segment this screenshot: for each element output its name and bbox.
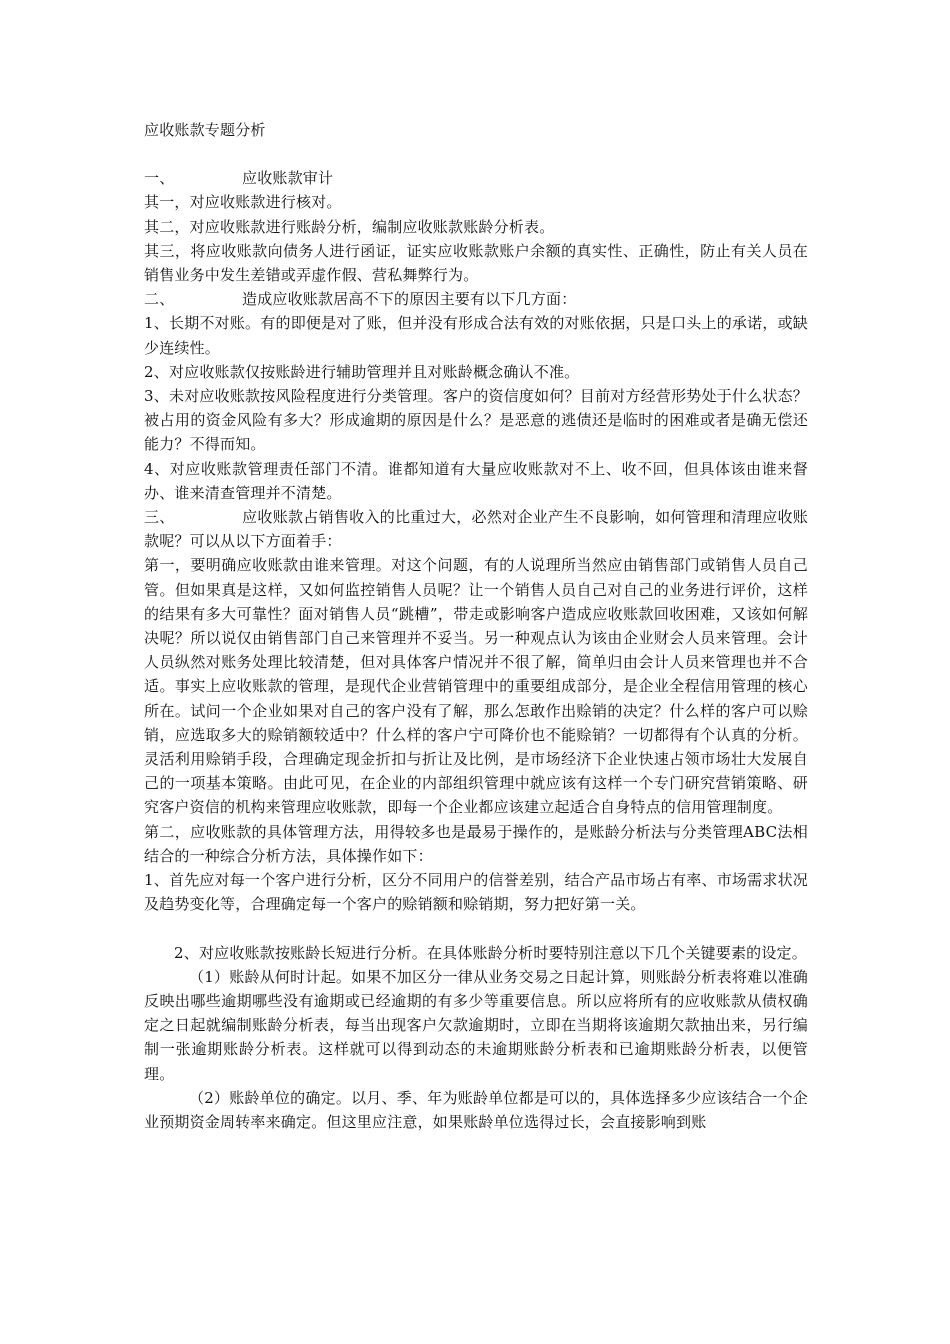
section-2-heading-text: 造成应收账款居高不下的原因主要有以下几方面： bbox=[242, 290, 577, 309]
section-2-item: 3、未对应收账款按风险程度进行分类管理。客户的资信度如何？目前对方经营形势处于什么状态？被占用的资金风险有多大？形成逾期的原因是什么？是恶意的逃债还是临时的困难或者是确无偿还能力？不得而知。 bbox=[144, 387, 808, 454]
section-3-heading-text: 应收账款占销售收入的比重过大，必然对企业产生不良影响，如何管理和清理应收账款呢？可以从以下方面着手： bbox=[144, 508, 808, 551]
section-3-paragraph: 第二，应收账款的具体管理方法，用得较多也是最易于操作的，是账龄分析法与分类管理ABC法相结合的一种综合分析方法，具体操作如下： bbox=[144, 822, 808, 865]
section-2-number: 二、 bbox=[144, 290, 175, 309]
section-2-item: 1、长期不对账。有的即便是对了账，但并没有形成合法有效的对账依据，只是口头上的承诺，或缺少连续性。 bbox=[144, 314, 808, 357]
section-3-paragraph: 第一，要明确应收账款由谁来管理。对这个问题，有的人说理所当然应由销售部门或销售人员自己管。但如果真是这样，又如何监控销售人员呢？让一个销售人员自己对自己的业务进行评价，这样的结果有多大可靠性？面对销售人员“跳槽”，带走或影响客户造成应收账款回收困难，又该如何解决呢？所以说仅由销售部门自己来管理并不妥当。另一种观点认为该由企业财会人员来管理。会计人员纵然对账务处理比较清楚，但对具体客户情况并不很了解，简单归由会计人员来管理也并不合适。事实上应收账款的管理，是现代企业营销管理中的重要组成部分，是企业全程信用管理的核心所在。试问一个企业如果对自己的客户没有了解，那么怎敢作出赊销的决定？什么样的客户可以赊销，应选取多大的赊销额较适中？什么样的客户宁可降价也不能赊销？一切都得有个认真的分析。灵活利用赊销手段，合理确定现金折扣与折让及比例，是市场经济下企业快速占领市场壮大发展自己的一项基本策略。由此可见，在企业的内部组织管理中就应该有这样一个专门研究营销策略、研究客户资信的机构来管理应收账款，即每一个企业都应该建立起适合自身特点的信用管理制度。 bbox=[144, 556, 808, 817]
section-3-sub-item-2: （2）账龄单位的确定。以月、季、年为账龄单位都是可以的，具体选择多少应该结合一个企业预期资金周转率来确定。但这里应注意，如果账龄单位选得过长，会直接影响到账 bbox=[144, 1088, 808, 1131]
section-1-number: 一、 bbox=[144, 169, 175, 188]
section-3-number: 三、 bbox=[144, 508, 175, 527]
document-body bbox=[144, 118, 808, 1134]
section-3-sub-item-1: （1）账龄从何时计起。如果不加区分一律从业务交易之日起计算，则账龄分析表将难以准确反映出哪些逾期哪些没有逾期或已经逾期的有多少等重要信息。所以应将所有的应收账款从债权确定之日起就编制账龄分析表，每当出现客户欠款逾期时，立即在当期将该逾期欠款抽出来，另行编制一张逾期账龄分析表。这样就可以得到动态的未逾期账龄分析表和已逾期账龄分析表，以便管理。 bbox=[144, 967, 808, 1083]
section-2-heading bbox=[144, 287, 808, 311]
section-3-step-2: 2、对应收账款按账龄长短进行分析。在具体账龄分析时要特别注意以下几个关键要素的设定。 bbox=[174, 943, 807, 962]
document-title: 应收账款专题分析 bbox=[144, 121, 266, 139]
section-1-heading bbox=[144, 166, 808, 190]
section-2-item: 4、对应收账款管理责任部门不清。谁都知道有大量应收账款对不上、收不回，但具体该由谁来督办、谁来清查管理并不清楚。 bbox=[144, 459, 808, 502]
section-1-heading-text: 应收账款审计 bbox=[242, 169, 334, 188]
section-1-item: 其二，对应收账款进行账龄分析，编制应收账款账龄分析表。 bbox=[144, 217, 555, 236]
section-2-item: 2、对应收账款仅按账龄进行辅助管理并且对账龄概念确认不准。 bbox=[144, 362, 580, 381]
section-3-heading bbox=[144, 505, 808, 553]
section-1-item: 其一，对应收账款进行核对。 bbox=[144, 193, 342, 212]
section-3-paragraph: 1、首先应对每一个客户进行分析，区分不同用户的信誉差别，结合产品市场占有率、市场需求状况及趋势变化等，合理确定每一个客户的赊销额和赊销期，努力把好第一关。 bbox=[144, 871, 808, 914]
blank-line bbox=[144, 917, 808, 941]
section-1-item: 其三，将应收账款向债务人进行函证，证实应收账款账户余额的真实性、正确性，防止有关人员在销售业务中发生差错或弄虚作假、营私舞弊行为。 bbox=[144, 241, 808, 285]
